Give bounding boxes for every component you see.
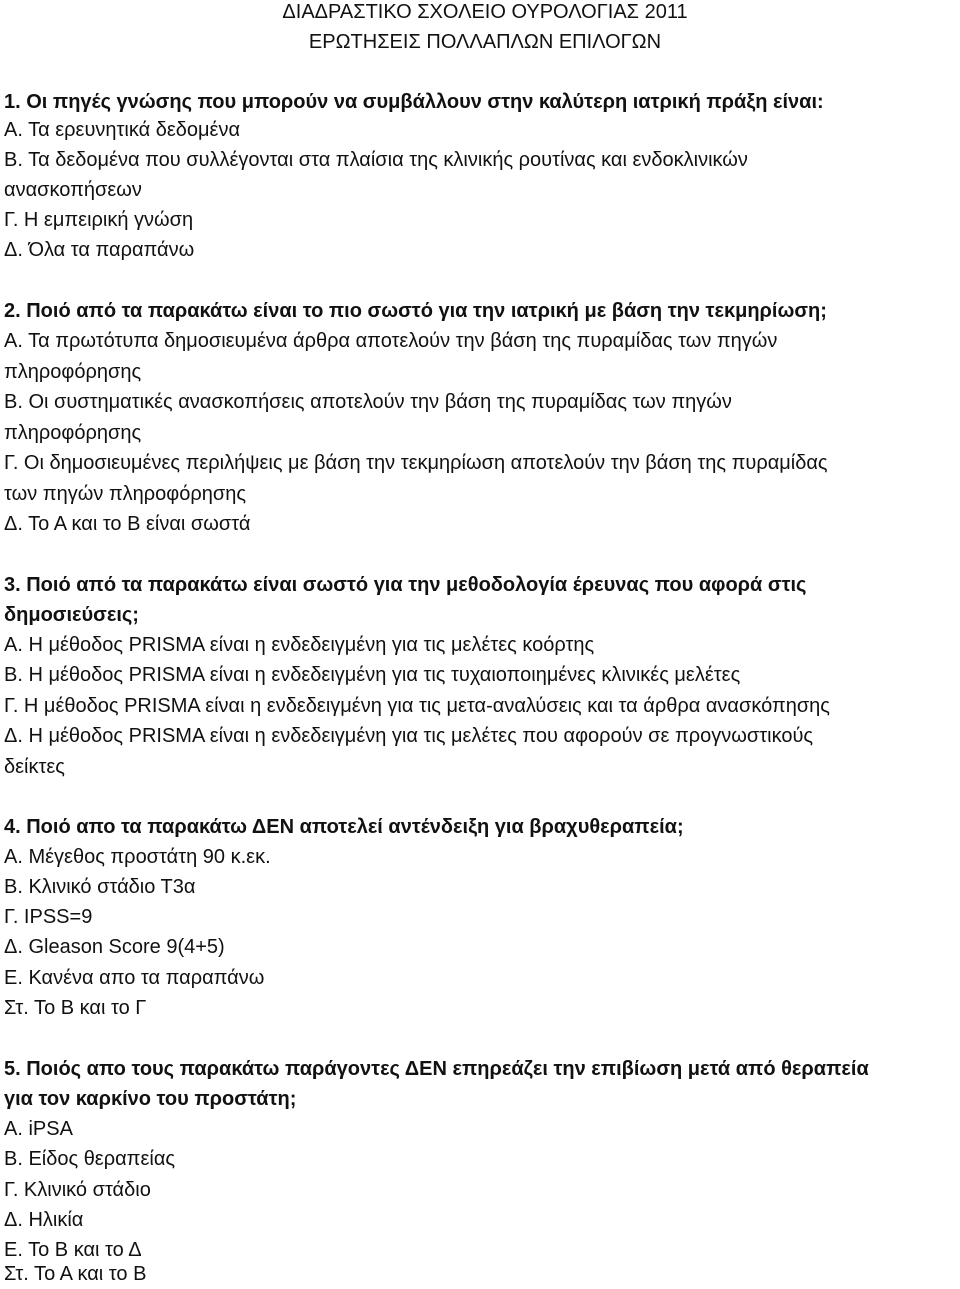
- question-5-option-f: Στ. Το Α και το Β: [4, 1263, 147, 1285]
- question-5-cont: για τον καρκίνο του προστάτη;: [4, 1088, 297, 1110]
- question-3-cont: δημοσιεύσεις;: [4, 604, 139, 626]
- question-4-option-c: Γ. IPSS=9: [4, 906, 93, 928]
- question-3: 3. Ποιό από τα παρακάτω είναι σωστό για την μεθοδολογία έρευνας που αφορά στις: [4, 574, 807, 596]
- question-1-option-c: Γ. Η εμπειρική γνώση: [4, 209, 194, 231]
- question-2-option-c: Γ. Οι δημοσιευμένες περιλήψεις με βάση την τεκμηρίωση αποτελούν την βάση της πυραμίδας: [4, 452, 828, 474]
- question-2-option-d: Δ. Το Α και το Β είναι σωστά: [4, 513, 251, 535]
- question-1-option-d: Δ. Όλα τα παραπάνω: [4, 239, 195, 261]
- question-4-option-f: Στ. Το Β και το Γ: [4, 997, 147, 1019]
- question-3-option-a: Α. Η μέθοδος PRISMA είναι η ενδεδειγμένη για τις μελέτες κοόρτης: [4, 634, 595, 656]
- question-2: 2. Ποιό από τα παρακάτω είναι το πιο σωστό για την ιατρική με βάση την τεκμηρίωση;: [4, 300, 827, 322]
- question-5: 5. Ποιός απο τους παρακάτω παράγοντες ΔΕΝ επηρεάζει την επιβίωση μετά από θεραπεία: [4, 1058, 869, 1080]
- question-3-option-d: Δ. Η μέθοδος PRISMA είναι η ενδεδειγμένη για τις μελέτες που αφορούν σε προγνωστικούς: [4, 725, 814, 747]
- question-1-option-b: Β. Τα δεδομένα που συλλέγονται στα πλαίσια της κλινικής ρουτίνας και ενδοκλινικών: [4, 149, 748, 171]
- question-2-option-a: Α. Τα πρωτότυπα δημοσιευμένα άρθρα αποτελούν την βάση της πυραμίδας των πηγών: [4, 330, 778, 352]
- question-2-option-b: Β. Οι συστηματικές ανασκοπήσεις αποτελούν την βάση της πυραμίδας των πηγών: [4, 391, 732, 413]
- question-2-option-c-cont: των πηγών πληροφόρησης: [4, 483, 247, 505]
- question-4-option-a: Α. Μέγεθος προστάτη 90 κ.εκ.: [4, 846, 271, 868]
- question-4-option-e: Ε. Κανένα απο τα παραπάνω: [4, 967, 265, 989]
- question-4-option-d: Δ. Gleason Score 9(4+5): [4, 936, 225, 958]
- question-5-option-c: Γ. Κλινικό στάδιο: [4, 1179, 151, 1201]
- document-title: ΔΙΑΔΡΑΣΤΙΚΟ ΣΧΟΛΕΙΟ ΟΥΡΟΛΟΓΙΑΣ 2011: [282, 1, 688, 23]
- question-4-option-b: Β. Κλινικό στάδιο Τ3α: [4, 876, 196, 898]
- document-subtitle: ΕΡΩΤΗΣΕΙΣ ΠΟΛΛΑΠΛΩΝ ΕΠΙΛΟΓΩΝ: [308, 31, 662, 53]
- question-3-option-d-cont: δείκτες: [4, 756, 65, 778]
- question-3-option-c: Γ. Η μέθοδος PRISMA είναι η ενδεδειγμένη για τις μετα-αναλύσεις και τα άρθρα ανασκόπησης: [4, 695, 830, 717]
- question-1-option-a: Α. Τα ερευνητικά δεδομένα: [4, 119, 241, 141]
- question-5-option-e: Ε. Το Β και το Δ: [4, 1239, 142, 1261]
- question-1: 1. Οι πηγές γνώσης που μπορούν να συμβάλλουν στην καλύτερη ιατρική πράξη είναι:: [4, 91, 824, 113]
- question-2-option-b-cont: πληροφόρησης: [4, 422, 142, 444]
- question-4: 4. Ποιό απο τα παρακάτω ΔΕΝ αποτελεί αντένδειξη για βραχυθεραπεία;: [4, 816, 684, 838]
- question-1-option-b-cont: ανασκοπήσεων: [4, 179, 142, 201]
- question-2-option-a-cont: πληροφόρησης: [4, 361, 142, 383]
- question-5-option-a: Α. iPSA: [4, 1118, 73, 1140]
- question-3-option-b: Β. Η μέθοδος PRISMA είναι η ενδεδειγμένη για τις τυχαιοποιημένες κλινικές μελέτες: [4, 664, 741, 686]
- question-5-option-d: Δ. Ηλικία: [4, 1209, 84, 1231]
- question-5-option-b: Β. Είδος θεραπείας: [4, 1148, 176, 1170]
